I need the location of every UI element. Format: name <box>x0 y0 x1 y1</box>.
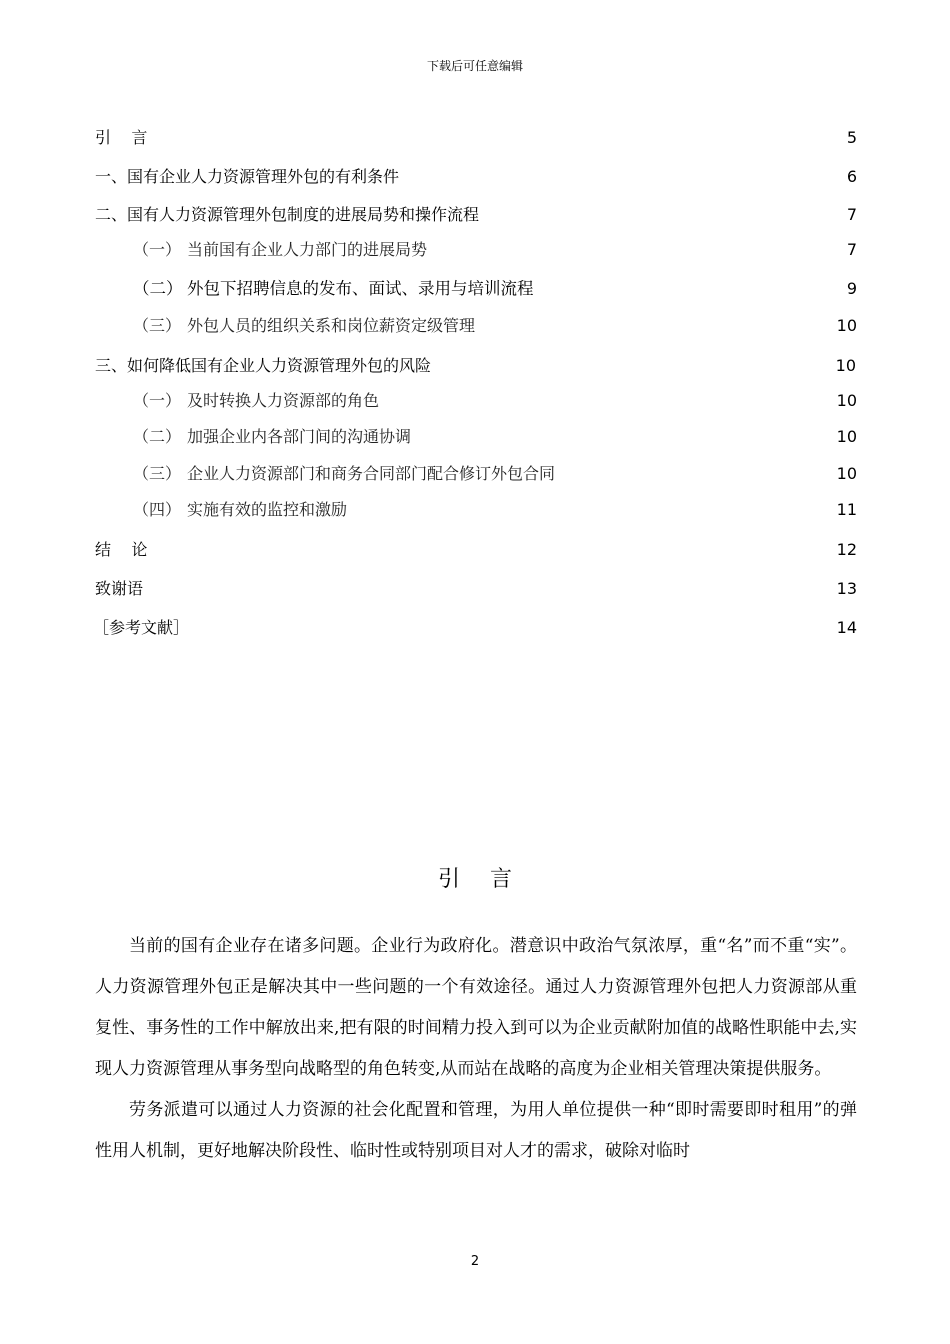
toc-entry-introduction[interactable] <box>95 126 857 150</box>
toc-entry-label <box>133 314 475 338</box>
toc-entry-page: 10 <box>835 356 856 375</box>
section-heading: 引言 <box>437 867 542 892</box>
toc-entry-text: 外包人员的组织关系和岗位薪资定级管理 <box>187 316 476 335</box>
toc-entry-label: 致谢语 <box>95 579 144 598</box>
toc-entry-label: 二、国有人力资源管理外包制度的进展局势和操作流程 <box>95 205 480 224</box>
toc-entry-page: 12 <box>836 540 857 559</box>
toc-entry-label <box>133 462 555 486</box>
toc-entry-label <box>133 389 379 413</box>
toc-entry-label: 引 言 <box>95 128 148 147</box>
paragraph: 当前的国有企业存在诸多问题。企业行为政府化。潜意识中政治气氛浓厚，重“名”而不重“实”。人力资源管理外包正是解决其中一些问题的一个有效途径。通过人力资源管理外包把人力资源部从重复性、事务性的工作中解放出来,把有限的时间精力投入到可以为企业贡献附加值的战略性职能中去,实现人力资源管理从事务型向战略型的角色转变,从而站在战略的高度为企业相关管理决策提供服务。 <box>95 936 857 1079</box>
toc-entry-label: 三、如何降低国有企业人力资源管理外包的风险 <box>95 356 432 375</box>
toc-entry-number: （三） <box>133 316 182 335</box>
toc-entry-section-3-3[interactable] <box>95 462 857 486</box>
toc-entry-label <box>133 238 427 262</box>
toc-entry-page: 13 <box>836 579 857 598</box>
toc-entry-section-3-2[interactable] <box>95 425 857 449</box>
toc-entry-number: （二） <box>133 427 182 446</box>
toc-entry-number: （四） <box>133 500 182 519</box>
toc-entry-page: 5 <box>846 128 857 147</box>
toc-entry-page: 10 <box>836 316 857 335</box>
toc-entry-section-3[interactable] <box>95 354 857 378</box>
toc-entry-section-1[interactable] <box>95 165 857 189</box>
toc-entry-page: 9 <box>846 279 857 298</box>
toc-entry-text: 加强企业内各部门间的沟通协调 <box>187 427 412 446</box>
toc-entry-text: 企业人力资源部门和商务合同部门配合修订外包合同 <box>187 464 556 483</box>
toc-entry-section-2-1[interactable] <box>95 238 857 262</box>
toc-entry-page: 11 <box>836 500 857 519</box>
toc-entry-page: 7 <box>846 240 857 259</box>
toc-entry-label: 结 论 <box>95 540 148 559</box>
toc-entry-label <box>133 498 347 522</box>
toc-entry-number: （一） <box>133 240 182 259</box>
toc-entry-page: 14 <box>836 618 857 637</box>
toc-entry-references[interactable] <box>95 616 857 640</box>
toc-entry-label: 一、国有企业人力资源管理外包的有利条件 <box>95 167 400 186</box>
toc-entry-page: 7 <box>846 205 857 224</box>
header-note: 下载后可任意编辑 <box>426 59 523 73</box>
toc-entry-label: ［参考文献］ <box>93 618 190 637</box>
toc-entry-text: 实施有效的监控和激励 <box>187 500 348 519</box>
toc-entry-acknowledgements[interactable] <box>95 577 857 601</box>
toc-entry-label <box>133 277 534 301</box>
toc-entry-label <box>133 425 411 449</box>
toc-entry-conclusion[interactable] <box>95 538 857 562</box>
toc-entry-page: 10 <box>836 464 857 483</box>
body-text <box>95 926 857 1172</box>
toc-entry-section-2[interactable] <box>95 203 857 227</box>
paragraph: 劳务派遣可以通过人力资源的社会化配置和管理，为用人单位提供一种“即时需要即时租用”的弹性用人机制，更好地解决阶段性、临时性或特别项目对人才的需求，破除对临时 <box>95 1100 857 1161</box>
toc-entry-section-3-1[interactable] <box>95 389 857 413</box>
toc-entry-number: （二） <box>133 279 183 298</box>
toc-entry-number: （一） <box>133 391 182 410</box>
toc-entry-page: 10 <box>836 391 857 410</box>
toc-entry-number: （三） <box>133 464 182 483</box>
toc-entry-text: 当前国有企业人力部门的进展局势 <box>187 240 428 259</box>
toc-entry-section-3-4[interactable] <box>95 498 857 522</box>
page-number: 2 <box>470 1254 480 1269</box>
toc-entry-text: 及时转换人力资源部的角色 <box>187 391 380 410</box>
toc-entry-page: 6 <box>846 167 857 186</box>
toc-entry-section-2-3[interactable] <box>95 314 857 338</box>
toc-entry-section-2-2[interactable] <box>95 277 857 301</box>
toc-entry-text: 外包下招聘信息的发布、面试、录用与培训流程 <box>187 279 534 298</box>
toc-entry-page: 10 <box>836 427 857 446</box>
